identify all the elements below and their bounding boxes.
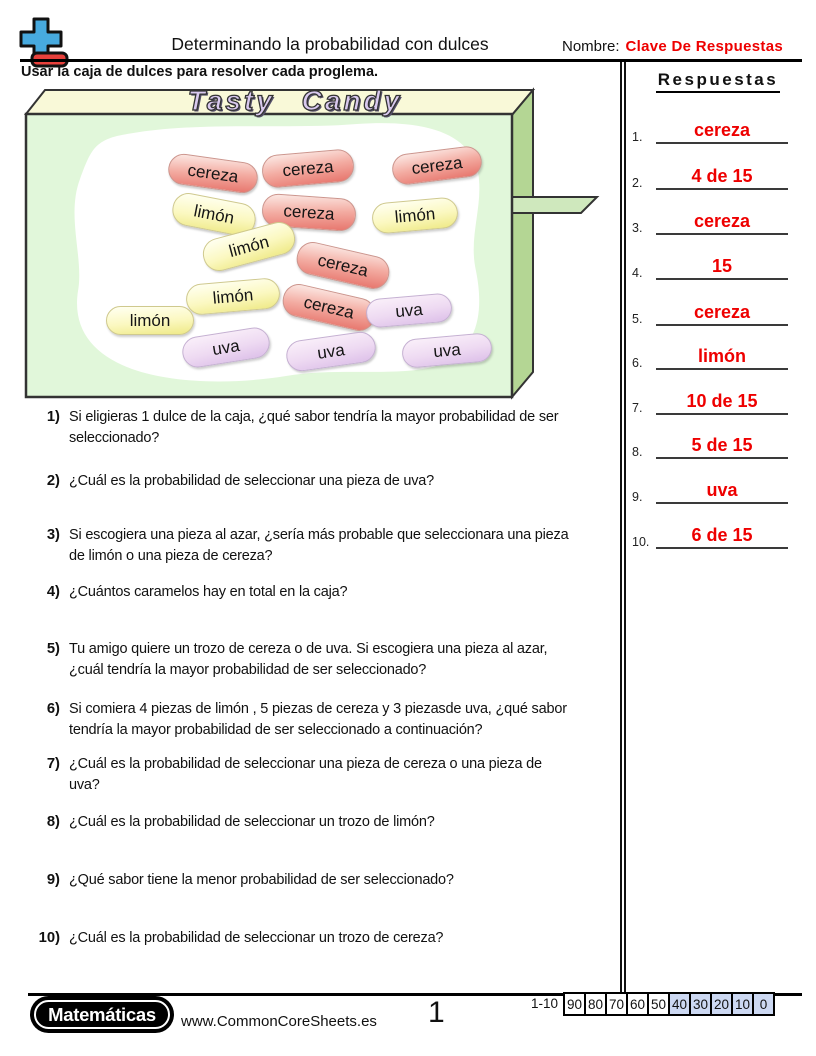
question-number: 9) (46, 872, 60, 888)
score-cell-40: 40 (668, 992, 691, 1016)
question-5 (30, 639, 547, 681)
candy-pill-uva: uva (401, 332, 493, 369)
candy-pill-limon: limón (170, 190, 259, 238)
score-cell-50: 50 (647, 992, 670, 1016)
candy-pill-limon: limón (106, 306, 194, 335)
question-9 (30, 870, 454, 891)
answer-number: 1. (632, 130, 643, 144)
candy-pill-uva: uva (365, 292, 453, 328)
candy-pill-cereza: cereza (261, 148, 356, 189)
score-cell-20: 20 (710, 992, 733, 1016)
name-row (562, 38, 783, 55)
brand-badge (30, 996, 174, 1033)
question-number: 2) (46, 473, 60, 489)
candy-pill-cereza: cereza (261, 193, 357, 232)
answer-number: 6. (632, 356, 643, 370)
answer-item-10 (630, 519, 795, 549)
answer-value: limón (656, 346, 788, 370)
answer-number: 2. (632, 176, 643, 190)
question-number: 5) (46, 641, 60, 657)
question-number: 6) (46, 701, 60, 717)
answer-item-7 (630, 385, 795, 415)
question-text: ¿Qué sabor tiene la menor probabilidad de ser seleccionado? (69, 872, 454, 888)
answer-number: 8. (632, 445, 643, 459)
candy-pill-cereza: cereza (293, 239, 392, 292)
question-text: ¿Cuál es la probabilidad de seleccionar una pieza de cereza o una pieza de uva? (69, 756, 542, 793)
answer-item-2 (630, 160, 795, 190)
question-number: 1) (46, 409, 60, 425)
question-number: 3) (46, 527, 60, 543)
answer-item-9 (630, 474, 795, 504)
answer-item-6 (630, 340, 795, 370)
answer-item-4 (630, 250, 795, 280)
score-table (531, 992, 775, 1016)
score-cell-90: 90 (563, 992, 586, 1016)
score-cell-80: 80 (584, 992, 607, 1016)
brand-badge-ring (34, 1000, 170, 1029)
answer-key-label: Clave De Respuestas (625, 38, 783, 55)
candy-pill-uva: uva (284, 330, 377, 373)
question-text: ¿Cuántos caramelos hay en total en la caja? (69, 584, 348, 600)
answer-value: uva (656, 480, 788, 504)
candy-box-flap (512, 197, 597, 213)
answer-value: 10 de 15 (656, 391, 788, 415)
answer-item-8 (630, 429, 795, 459)
answer-number: 10. (632, 535, 650, 549)
answer-value: cereza (656, 120, 788, 144)
score-cell-30: 30 (689, 992, 712, 1016)
candy-pill-cereza: cereza (166, 152, 259, 195)
answer-number: 3. (632, 221, 643, 235)
answer-number: 9. (632, 490, 643, 504)
header-rule (20, 59, 802, 62)
answer-number: 7. (632, 401, 643, 415)
answer-value: 4 de 15 (656, 166, 788, 190)
page-number: 1 (428, 996, 445, 1029)
question-text: Si escogiera una pieza al azar, ¿sería más probable que seleccionara una pieza de limón o una pieza de cereza? (69, 527, 569, 564)
score-cells (565, 992, 775, 1016)
question-number: 4) (46, 584, 60, 600)
answer-value: cereza (656, 302, 788, 326)
question-number: 8) (46, 814, 60, 830)
question-text: ¿Cuál es la probabilidad de seleccionar una pieza de uva? (69, 473, 435, 489)
question-number: 10) (38, 930, 60, 946)
question-number: 7) (46, 756, 60, 772)
question-1 (30, 407, 558, 449)
score-range-label: 1-10 (531, 996, 559, 1011)
question-text: Tu amigo quiere un trozo de cereza o de uva. Si escogiera una pieza al azar, ¿cuál tendría la mayor probabilidad de ser seleccionado? (69, 641, 548, 678)
answer-item-3 (630, 205, 795, 235)
question-text: ¿Cuál es la probabilidad de seleccionar un trozo de cereza? (69, 930, 444, 946)
answer-number: 4. (632, 266, 643, 280)
score-cell-0: 0 (752, 992, 775, 1016)
answer-value: 15 (656, 256, 788, 280)
candy-pill-limon: limón (185, 277, 281, 316)
question-10 (30, 928, 443, 949)
score-cell-60: 60 (626, 992, 649, 1016)
score-cell-10: 10 (731, 992, 754, 1016)
candy-pill-limon: limón (199, 218, 298, 274)
question-3 (30, 525, 568, 567)
question-2 (30, 471, 434, 492)
question-text: ¿Cuál es la probabilidad de seleccionar un trozo de limón? (69, 814, 435, 830)
answer-value: 6 de 15 (656, 525, 788, 549)
page-title: Determinando la probabilidad con dulces (171, 34, 489, 54)
answer-value: 5 de 15 (656, 435, 788, 459)
instructions-text: Usar la caja de dulces para resolver cada proglema. (21, 64, 379, 80)
brand-name: Matemáticas (48, 1003, 156, 1025)
answers-header (632, 70, 804, 90)
candy-pill-limon: limón (371, 196, 459, 234)
candy-pill-cereza: cereza (390, 145, 483, 187)
question-text: Si comiera 4 piezas de limón , 5 piezas de cereza y 3 piezasde uva, ¿qué sabor tendría la mayor probabilidad de ser seleccionado a continuación? (69, 701, 567, 738)
question-7 (30, 754, 542, 796)
answer-item-1 (630, 114, 795, 144)
website-link[interactable]: www.CommonCoreSheets.es (181, 1013, 377, 1030)
score-cell-70: 70 (605, 992, 628, 1016)
candy-box-title: Tasty Candy (187, 85, 403, 116)
question-text: Si eligieras 1 dulce de la caja, ¿qué sabor tendría la mayor probabilidad de ser seleccionado? (69, 409, 559, 446)
question-8 (30, 812, 435, 833)
answers-header-text: Respuestas (656, 70, 780, 93)
question-4 (30, 582, 347, 603)
answer-item-5 (630, 296, 795, 326)
name-label: Nombre: (562, 38, 620, 55)
answer-number: 5. (632, 312, 643, 326)
candy-pill-cereza: cereza (279, 281, 378, 334)
answer-value: cereza (656, 211, 788, 235)
question-6 (30, 699, 567, 741)
answers-divider (620, 62, 626, 993)
candy-box-side (512, 90, 533, 397)
candy-pill-uva: uva (180, 325, 272, 369)
